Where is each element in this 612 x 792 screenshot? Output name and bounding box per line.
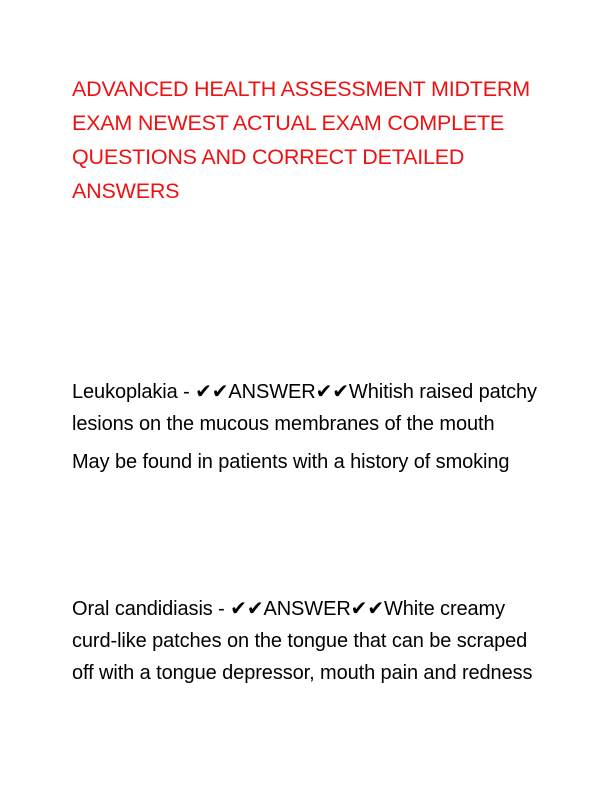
qa-entry-oral-candidiasis — [72, 593, 542, 689]
qa-entry-leukoplakia — [72, 376, 542, 478]
qa-entry-followup: May be found in patients with a history of smoking — [72, 451, 510, 473]
qa-entry-text: Leukoplakia - ✔✔ANSWER✔✔Whitish raised patchy lesions on the mucous membranes of the mouth — [72, 381, 537, 435]
qa-entry-text: Oral candidiasis - ✔✔ANSWER✔✔White creamy curd-like patches on the tongue that can be scraped off with a tongue depressor, mouth pain and redness — [72, 598, 533, 684]
document-title: ADVANCED HEALTH ASSESSMENT MIDTERM EXAM NEWEST ACTUAL EXAM COMPLETE QUESTIONS AND CORRECT DETAILED ANSWERS — [72, 77, 530, 203]
